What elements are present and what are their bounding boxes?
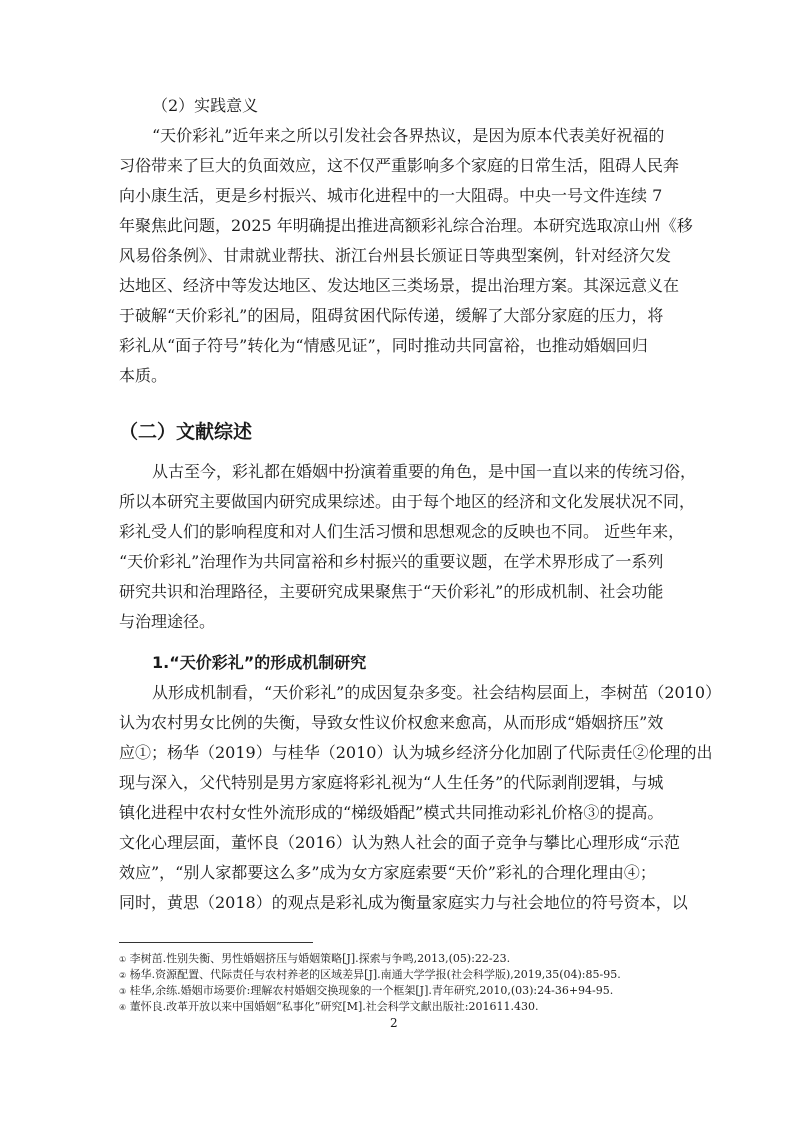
text-line: 所以本研究主要做国内研究成果综述。由于每个地区的经济和文化发展状况不同， xyxy=(119,492,696,511)
text-line: “天价彩礼”治理作为共同富裕和乡村振兴的重要议题，在学术界形成了一系列 xyxy=(119,552,664,571)
text-line: 于破解“天价彩礼”的困局，阻碍贫困代际传递，缓解了大部分家庭的压力，将 xyxy=(119,306,664,325)
text-line: 认为农村男女比例的失衡，导致女性议价权愈来愈高，从而形成“婚姻挤压”效 xyxy=(119,713,664,732)
footnote-3 xyxy=(119,984,613,999)
text-line: 文化心理层面，董怀良（2016）认为熟人社会的面子竞争与攀比心理形成“示范 xyxy=(119,833,680,852)
text-line: 镇化进程中农村女性外流形成的“梯级婚配”模式共同推动彩礼价格③的提高。 xyxy=(119,803,664,822)
text-line: 从古至今，彩礼都在婚姻中扮演着重要的角色，是中国一直以来的传统习俗， xyxy=(152,462,697,481)
footnote-text: 李树茁.性别失衡、男性婚姻挤压与婚姻策略[J].探索与争鸣,2013,(05):22-23. xyxy=(129,952,511,965)
footnote-mark: ② xyxy=(119,971,127,980)
text-line: “天价彩礼”近年来之所以引发社会各界热议，是因为原本代表美好祝福的 xyxy=(152,126,665,145)
text-line: 本质。 xyxy=(119,366,168,385)
footnote-mark: ④ xyxy=(119,1003,127,1012)
footnote-text: 董怀良.改革开放以来中国婚姻“私事化”研究[M].社会科学文献出版社:201611.430. xyxy=(129,1000,539,1013)
footnote-4 xyxy=(119,1000,538,1015)
footnote-text: 桂华,余练.婚姻市场要价:理解农村婚姻交换现象的一个框架[J].青年研究,2010,(03):24-36+94-95. xyxy=(129,984,614,997)
text-line: 风易俗条例》、甘肃就业帮扶、浙江台州县长颁证日等典型案例，针对经济欠发 xyxy=(119,246,672,265)
footnote-2 xyxy=(119,968,621,983)
text-line: 研究共识和治理路径，主要研究成果聚焦于“天价彩礼”的形成机制、社会功能 xyxy=(119,582,664,601)
footnote-1 xyxy=(119,952,510,967)
text-line: 向小康生活，更是乡村振兴、城市化进程中的一大阻碍。中央一号文件连续 7 xyxy=(119,186,663,205)
section-heading-literature-review: （二）文献综述 xyxy=(119,421,253,443)
footnote-mark: ③ xyxy=(119,987,127,996)
text-line: 习俗带来了巨大的负面效应，这不仅严重影响多个家庭的日常生活，阻碍人民奔 xyxy=(119,156,680,175)
page-number: 2 xyxy=(390,1016,398,1030)
text-line: 达地区、经济中等发达地区、发达地区三类场景，提出治理方案。其深远意义在 xyxy=(119,276,680,295)
text-line: 应①；杨华（2019）与桂华（2010）认为城乡经济分化加剧了代际责任②伦理的出 xyxy=(119,743,713,762)
text-line: 彩礼受人们的影响程度和对人们生活习惯和思想观念的反映也不同。 近些年来， xyxy=(119,522,685,541)
text-line: 彩礼从“面子符号”转化为“情感见证”，同时推动共同富裕，也推动婚姻回归 xyxy=(119,336,648,355)
text-line: 效应”，“别人家都要这么多”成为女方家庭索要“天价”彩礼的合理化理由④； xyxy=(119,863,656,882)
text-line: 从形成机制看，“天价彩礼”的成因复杂多变。社会结构层面上，李树茁（2010） xyxy=(152,683,722,702)
text-line: 同时，黄思（2018）的观点是彩礼成为衡量家庭实力与社会地位的符号资本，以 xyxy=(119,893,688,912)
text-line: 年聚焦此问题，2025 年明确提出推进高额彩礼综合治理。本研究选取凉山州《移 xyxy=(119,216,693,235)
footnote-separator xyxy=(119,942,313,943)
text-line: 现与深入，父代特别是男方家庭将彩礼视为“人生任务”的代际剥削逻辑，与城 xyxy=(119,773,664,792)
footnote-text: 杨华.资源配置、代际责任与农村养老的区域差异[J].南通大学学报(社会科学版),2019,35(04):85-95. xyxy=(129,968,621,981)
footnote-mark: ① xyxy=(119,955,127,964)
subsection-heading-practice: （2）实践意义 xyxy=(152,96,259,115)
text-line: 与治理途径。 xyxy=(119,612,216,631)
subsection-heading-mechanism: 1.“天价彩礼”的形成机制研究 xyxy=(152,653,367,672)
